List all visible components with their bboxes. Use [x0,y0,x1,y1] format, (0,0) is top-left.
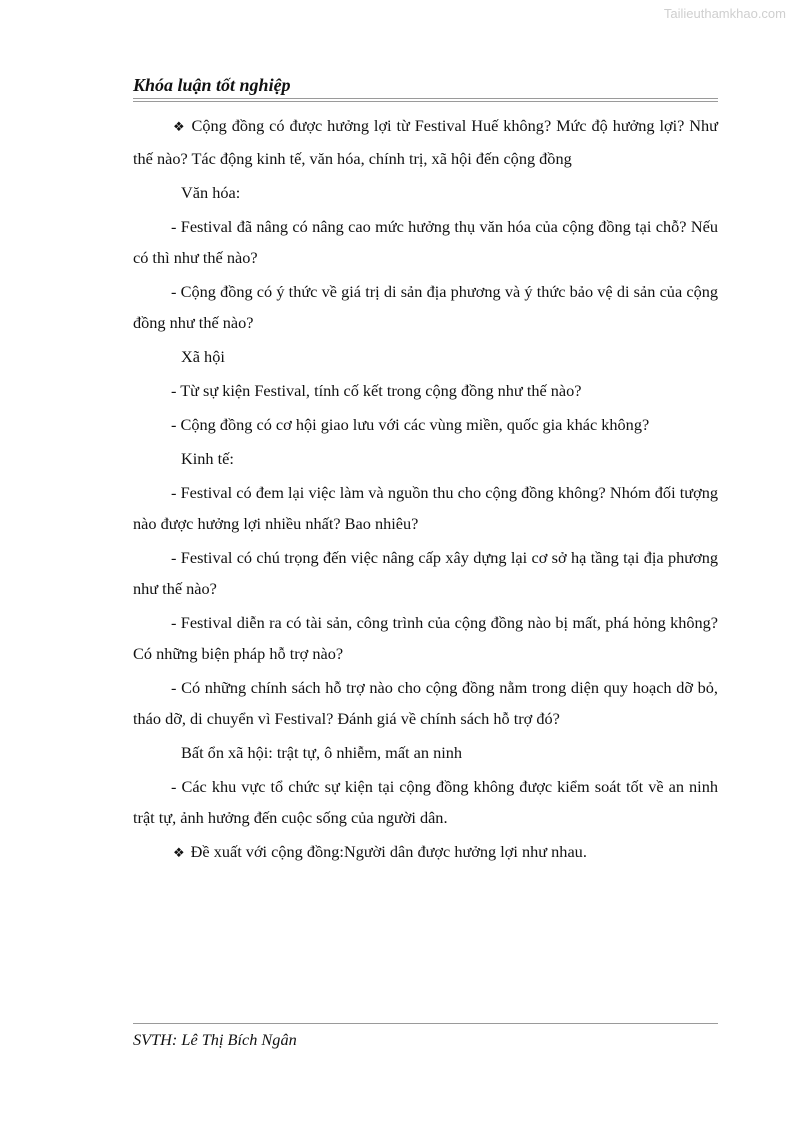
economy-item-2: - Festival có chú trọng đến việc nâng cấp xây dựng lại cơ sở hạ tầng tại địa phương như thế nào? [133,548,718,598]
page-header [133,74,718,102]
document-body [133,110,718,872]
instability-heading: Bất ổn xã hội: trật tự, ô nhiễm, mất an ninh [181,743,463,762]
economy-item-4: - Có những chính sách hỗ trợ nào cho cộng đồng nằm trong diện quy hoạch dỡ bỏ, tháo dỡ, di chuyển vì Festival? Đánh giá về chính sách hỗ trợ đó? [133,678,718,728]
header-rule [133,98,718,102]
society-heading: Xã hội [181,347,225,366]
culture-item-1: - Festival đã nâng có nâng cao mức hưởng thụ văn hóa của cộng đồng tại chỗ? Nếu có thì như thế nào? [133,217,718,267]
question-paragraph [133,110,718,174]
proposal-text: Đề xuất với cộng đồng:Người dân được hưởng lợi như nhau. [190,842,587,861]
header-title: Khóa luận tốt nghiệp [133,75,291,95]
diamond-bullet-icon: ❖ [173,120,186,135]
society-item-2: - Cộng đồng có cơ hội giao lưu với các vùng miền, quốc gia khác không? [171,415,650,434]
society-item-1: - Từ sự kiện Festival, tính cố kết trong cộng đồng như thế nào? [171,381,582,400]
watermark: Tailieuthamkhao.com [663,6,786,21]
economy-item-1: - Festival có đem lại việc làm và nguồn thu cho cộng đồng không? Nhóm đối tượng nào được hưởng lợi nhiều nhất? Bao nhiêu? [133,483,718,533]
diamond-bullet-icon: ❖ [173,846,185,861]
footer-author: SVTH: Lê Thị Bích Ngân [133,1030,297,1049]
question-text: Cộng đồng có được hưởng lợi từ Festival Huế không? Mức độ hưởng lợi? Như thế nào? Tác động kinh tế, văn hóa, chính trị, xã hội đến cộng đồng [133,116,718,168]
culture-heading: Văn hóa: [181,183,241,202]
economy-heading: Kinh tế: [181,449,234,468]
culture-item-2: - Cộng đồng có ý thức về giá trị di sản địa phương và ý thức bảo vệ di sản của cộng đồng như thế nào? [133,282,718,332]
footer-rule [133,1023,718,1024]
economy-item-3: - Festival diễn ra có tài sản, công trình của cộng đồng nào bị mất, phá hỏng không? Có những biện pháp hỗ trợ nào? [133,613,718,663]
instability-item-1: - Các khu vực tổ chức sự kiện tại cộng đồng không được kiểm soát tốt về an ninh trật tự, ảnh hưởng đến cuộc sống của người dân. [133,777,718,827]
page-footer [133,1023,718,1051]
proposal-paragraph [133,836,718,869]
